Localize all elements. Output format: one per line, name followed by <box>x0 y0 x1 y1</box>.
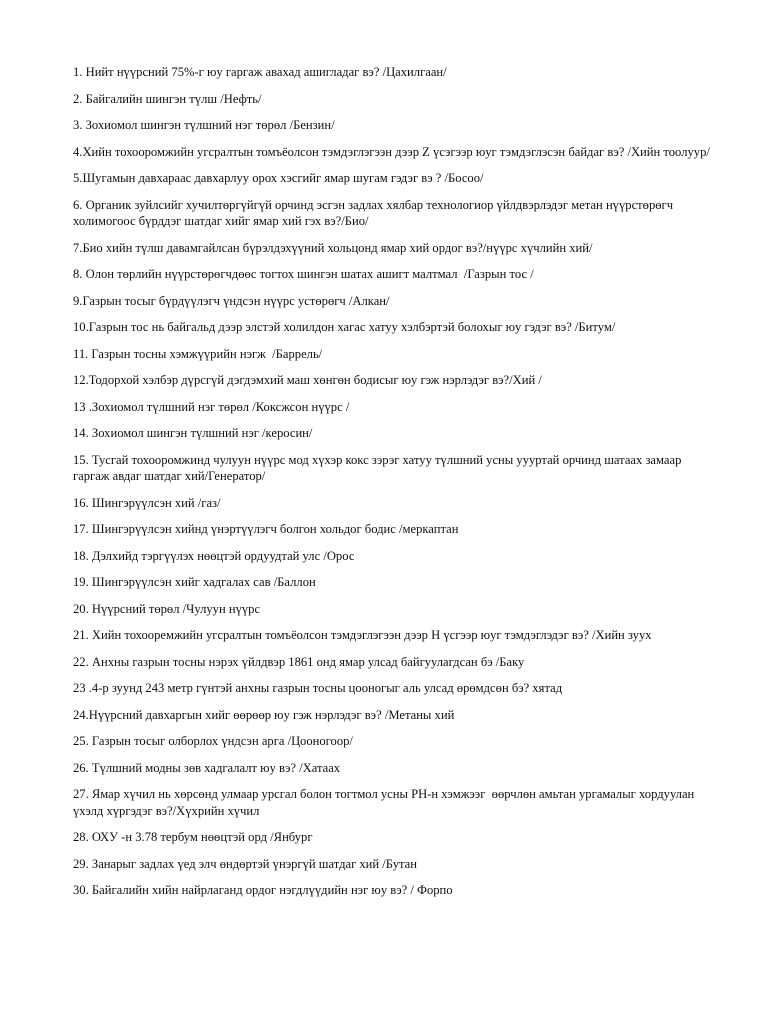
question-29: 29. Занарыг задлах үед элч өндөртэй үнэргүй шатдаг хий /Бутан <box>73 856 418 871</box>
question-17: 17. Шингэрүүлсэн хийнд үнэртүүлэгч болгон хольдог бодис /меркаптан <box>73 522 459 536</box>
question-24: 24.Нүүрсний давхаргын хийг өөрөөр юу гэж нэрлэдэг вэ? /Метаны хий <box>73 707 455 722</box>
question-26: 26. Түлшний модны зөв хадгалалт юу вэ? /Хатаах <box>73 760 341 775</box>
question-22: 22. Анхны газрын тосны нэрэх үйлдвэр 1861 онд ямар улсад байгуулагдсан бэ /Баку <box>73 654 525 669</box>
question-6: 6. Органик зуйлсийг хучилтөргүйгүй орчинд эсгэн задлах хялбар технологиор үйлдвэрлэдэг метан нүүрстөрөгч холимогоос бүрддэг шатдаг хийг ямар хий гэх вэ?/Био/ <box>73 197 677 228</box>
question-8: 8. Олон төрлийн нүүрстөрөгчдөөс тогтох шингэн шатах ашигт малтмал /Газрын тос / <box>73 267 534 281</box>
question-14: 14. Зохиомол шингэн түлшний нэг /керосин/ <box>73 426 313 440</box>
question-3: 3. Зохиомол шингэн түлшний нэг төрөл /Бензин/ <box>73 118 335 132</box>
question-16: 16. Шингэрүүлсэн хий /газ/ <box>73 495 221 510</box>
question-9: 9.Газрын тосыг бүрдүүлэгч үндсэн нүүрс устөрөгч /Алкан/ <box>73 293 390 308</box>
question-1: 1. Нийт нүүрсний 75%-г юу гаргаж авахад ашигладаг вэ? /Цахилгаан/ <box>73 65 447 79</box>
question-15: 15. Тусгай тохооромжинд чулуун нүүрс мод хүхэр кокс зэрэг хатуу түлшний усны уууртай орчинд шатаах замаар гаргаж авдаг шатдаг хий/Генератор/ <box>73 452 685 483</box>
question-12: 12.Тодорхой хэлбэр дүрсгүй дэгдэмхий маш хөнгөн бодисыг юу гэж нэрлэдэг вэ?/Хий / <box>73 373 542 387</box>
question-28: 28. ОХУ -н 3.78 тербум нөөцтэй орд /Янбург <box>73 830 313 844</box>
question-13: 13 .Зохиомол түлшний нэг төрөл /Коксжсон нүүрс / <box>73 399 350 414</box>
question-5: 5.Шугамын давхараас давхарлуу орох хэсгийг ямар шугам гэдэг вэ ? /Босоо/ <box>73 171 484 185</box>
question-10: 10.Газрын тос нь байгальд дээр элстэй холилдон хагас хатуу хэлбэртэй болохыг юу гэдэг вэ? /Битум/ <box>73 320 616 334</box>
question-27: 27. Ямар хүчил нь хөрсөнд улмаар урсгал болон тогтмол усны РН-н хэмжээг өөрчлөн амьтан ургамалыг хордуулан үхэлд хүргэдэг вэ?/Хүхрийн хүчил <box>73 787 701 818</box>
document-page <box>73 64 713 909</box>
question-23: 23 .4-р зуунд 243 метр гүнтэй анхны газрын тосны цооногыг аль улсад өрөмдсөн бэ? хятад <box>73 681 563 695</box>
question-30: 30. Байгалийн хийн найрлаганд ордог нэгдлүүдийн нэг юу вэ? / Форпо <box>73 883 453 897</box>
question-4: 4.Хийн тохооромжийн угсралтын томъёолсон тэмдэглэгээн дээр Z үсэгээр юуг тэмдэглэсэн байдаг вэ? /Хийн тоолуур/ <box>73 144 710 159</box>
question-25: 25. Газрын тосыг олборлох үндсэн арга /Цооногоор/ <box>73 734 353 748</box>
question-18: 18. Дэлхийд тэргүүлэх нөөцтэй ордуудтай улс /Орос <box>73 548 355 563</box>
question-2: 2. Байгалийн шингэн түлш /Нефть/ <box>73 91 262 106</box>
question-20: 20. Нүүрсний төрөл /Чулуун нүүрс <box>73 601 261 616</box>
question-19: 19. Шингэрүүлсэн хийг хадгалах сав /Баллон <box>73 575 316 589</box>
question-7: 7.Био хийн түлш давамгайлсан бүрэлдэхүүний хольцонд ямар хий ордог вэ?/нүүрс хүчлийн хий/ <box>73 240 593 255</box>
question-11: 11. Газрын тосны хэмжүүрийн нэгж /Баррель/ <box>73 346 323 361</box>
question-21: 21. Хийн тохооремжийн угсралтын томъёолсон тэмдэглэгээн дээр Н үсгээр юуг тэмдэглэдэг вэ? /Хийн зуух <box>73 628 652 642</box>
